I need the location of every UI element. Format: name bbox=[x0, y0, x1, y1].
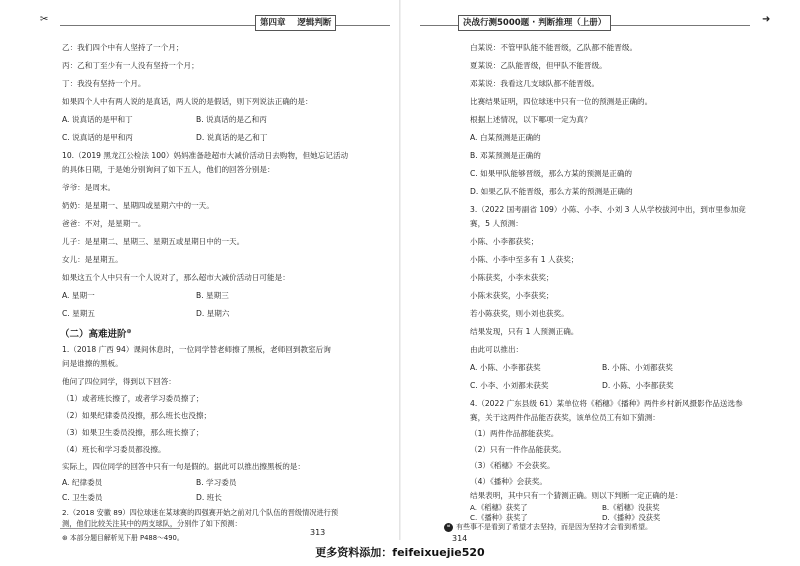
option-c: C. 卫生委员 bbox=[62, 493, 103, 502]
footer-quote bbox=[444, 522, 652, 533]
text-line: 邓某说：我看这几支球队都不能晋级。 bbox=[470, 79, 600, 88]
option-b: B.《稻穗》没获奖 bbox=[602, 503, 660, 512]
option-d: D. 如果乙队不能晋级，那么方某的预测是正确的 bbox=[470, 187, 633, 196]
option-c: C.《播种》获奖了 bbox=[470, 513, 528, 522]
bottom-caption: 更多资料添加：feifeixuejie520 bbox=[315, 546, 485, 559]
text-line: 丁：我没有坚持一个月。 bbox=[62, 79, 146, 88]
text-line: （1）或者班长擦了，或者学习委员擦了； bbox=[62, 394, 204, 403]
text-line: 爷爷：是周末。 bbox=[62, 183, 116, 192]
text-line: （3）《稻穗》不会获奖。 bbox=[470, 461, 555, 470]
text-line: 赛，5 人预测： bbox=[470, 219, 523, 228]
text-line: 根据上述情况，以下哪项一定为真？ bbox=[470, 115, 592, 124]
option-a: A. 纪律委员 bbox=[62, 478, 103, 487]
text-line: 小陈获奖，小李未获奖； bbox=[470, 273, 554, 282]
text-line: （2）如果纪律委员没擦，那么班长也没擦； bbox=[62, 411, 212, 420]
text-line: 女儿：是星期五。 bbox=[62, 255, 123, 264]
text-line: 如果这五个人中只有一个人说对了，那么超市大减价活动日可能是： bbox=[62, 273, 290, 282]
header-chapter: 第四章 bbox=[260, 18, 286, 28]
option-b: B. 邓某预测是正确的 bbox=[470, 151, 541, 160]
option-a: A. 小陈、小李都获奖 bbox=[470, 363, 541, 372]
footnote bbox=[62, 533, 184, 543]
header-series: 决战行测5000题 · 判断推理（上册） bbox=[463, 18, 607, 28]
text-line: 小陈未获奖，小李获奖； bbox=[470, 291, 554, 300]
text-line: 结果发现，只有 1 人预测正确。 bbox=[470, 327, 579, 336]
text-line: 奶奶：是星期一、星期四或星期六中的一天。 bbox=[62, 201, 214, 210]
option-c: C. 星期五 bbox=[62, 309, 95, 318]
text-line: 问是谁擦的黑板。 bbox=[62, 359, 123, 368]
text-line: 儿子：是星期二、星期三、星期五或星期日中的一天。 bbox=[62, 237, 245, 246]
text-line: 比赛结果证明，四位球迷中只有一位的预测是正确的。 bbox=[470, 97, 653, 106]
option-c: C. 小李、小刘都未获奖 bbox=[470, 381, 549, 390]
option-a: A. 白某预测是正确的 bbox=[470, 133, 541, 142]
option-b: B. 星期三 bbox=[196, 291, 229, 300]
text-line: （4）《播种》会获奖。 bbox=[470, 477, 547, 486]
question-1: 1.（2018 广西 94）课间休息时，一位同学替老师擦了黑板，老师回到教室后询 bbox=[62, 345, 331, 354]
option-b: B. 说真话的是乙和丙 bbox=[196, 115, 267, 124]
text-line: 由此可以推出： bbox=[470, 345, 524, 354]
text-line: 实际上，四位同学的回答中只有一句是假的。据此可以推出擦黑板的是： bbox=[62, 462, 305, 471]
text-line: 乙：我们四个中有人坚持了一个月； bbox=[62, 43, 184, 52]
scissors-icon: ✂ bbox=[40, 14, 49, 25]
header-series-box bbox=[458, 15, 611, 31]
option-d: D. 班长 bbox=[196, 493, 222, 502]
question-4: 4.（2022 广东县级 61）某单位将《稻穗》《播种》两件乡村新风摄影作品送选参 bbox=[470, 399, 743, 408]
text-line: 赛，关于这两件作品能否获奖，该单位员工有如下猜测： bbox=[470, 413, 660, 422]
right-page bbox=[400, 0, 800, 543]
footnote-mark-icon: ⊛ bbox=[62, 534, 68, 542]
text-line: （1）两件作品都能获奖。 bbox=[470, 429, 559, 438]
header-chapter-box bbox=[255, 15, 336, 31]
text-line: 的具体日期，于是她分别询问了如下五人，他们的回答分别是： bbox=[62, 165, 275, 174]
text-line: 小陈、小李都获奖； bbox=[470, 237, 539, 246]
option-c: C. 说真话的是甲和丙 bbox=[62, 133, 133, 142]
page-number: 314 bbox=[452, 534, 468, 543]
footer-quote-text: 有些事不是看到了希望才去坚持，而是因为坚持才会看到希望。 bbox=[456, 523, 652, 531]
question-10: 10.（2019 黑龙江公检法 100）妈妈准备趁超市大减价活动日去购物，但她忘记活动 bbox=[62, 151, 349, 160]
option-d: D. 说真话的是乙和丁 bbox=[196, 133, 268, 142]
option-d: D. 小陈、小李都获奖 bbox=[602, 381, 674, 390]
text-line: （3）如果卫生委员没擦，那么班长擦了； bbox=[62, 428, 204, 437]
header-rule bbox=[60, 25, 390, 26]
option-b: B. 学习委员 bbox=[196, 478, 237, 487]
text-line: 爸爸：不对，是星期一。 bbox=[62, 219, 146, 228]
arrow-right-icon: ➜ bbox=[762, 14, 771, 25]
text-line: 若小陈获奖，则小刘也获奖。 bbox=[470, 309, 569, 318]
text-line: 结果表明，其中只有一个猜测正确。则以下判断一定正确的是： bbox=[470, 491, 683, 500]
text-line: 他问了四位同学，得到以下回答： bbox=[62, 377, 176, 386]
text-line: 如果四个人中有两人说的是真话，两人说的是假话，则下列说法正确的是： bbox=[62, 97, 313, 106]
option-d: D.《播种》没获奖 bbox=[602, 513, 661, 522]
option-a: A.《稻穗》获奖了 bbox=[470, 503, 528, 512]
question-2: 2.（2018 安徽 89）四位球迷在某球赛的四强赛开始之前对几个队伍的晋级情况进行预 bbox=[62, 508, 339, 517]
footnote-mark-icon: ⊛ bbox=[126, 328, 132, 335]
header-title: 逻辑判断 bbox=[297, 18, 332, 28]
text-line: 夏某说：乙队能晋级，但甲队不能晋级。 bbox=[470, 61, 607, 70]
page-number: 313 bbox=[310, 528, 326, 537]
text-line: 白某说：不管甲队能不能晋级，乙队都不能晋级。 bbox=[470, 43, 638, 52]
text-line: 丙：乙和丁至少有一人没有坚持一个月； bbox=[62, 61, 199, 70]
section-heading bbox=[60, 326, 132, 340]
text-line: （2）只有一件作品能获奖。 bbox=[470, 445, 566, 454]
quote-icon: ❝ bbox=[444, 523, 453, 532]
text-line: （4）班长和学习委员都没擦。 bbox=[62, 445, 166, 454]
option-d: D. 星期六 bbox=[196, 309, 230, 318]
question-3: 3.（2022 国考副省 109）小陈、小李、小刘 3 人从学校拔河中出，到市里参加竞 bbox=[470, 205, 746, 214]
section-heading-text: （二）高难进阶 bbox=[60, 329, 127, 341]
text-line: 小陈、小李中至多有 1 人获奖； bbox=[470, 255, 579, 264]
left-page bbox=[0, 0, 400, 537]
option-c: C. 如果甲队能够晋级，那么方某的预测是正确的 bbox=[470, 169, 633, 178]
option-a: A. 说真话的是甲和丁 bbox=[62, 115, 133, 124]
option-b: B. 小陈、小刘都获奖 bbox=[602, 363, 673, 372]
text-line: 测，他们比较关注其中的两支球队，分别作了如下预测： bbox=[62, 519, 242, 528]
footnote-text: 本部分题目解析见下册 P488～490。 bbox=[69, 534, 184, 542]
option-a: A. 星期一 bbox=[62, 291, 95, 300]
